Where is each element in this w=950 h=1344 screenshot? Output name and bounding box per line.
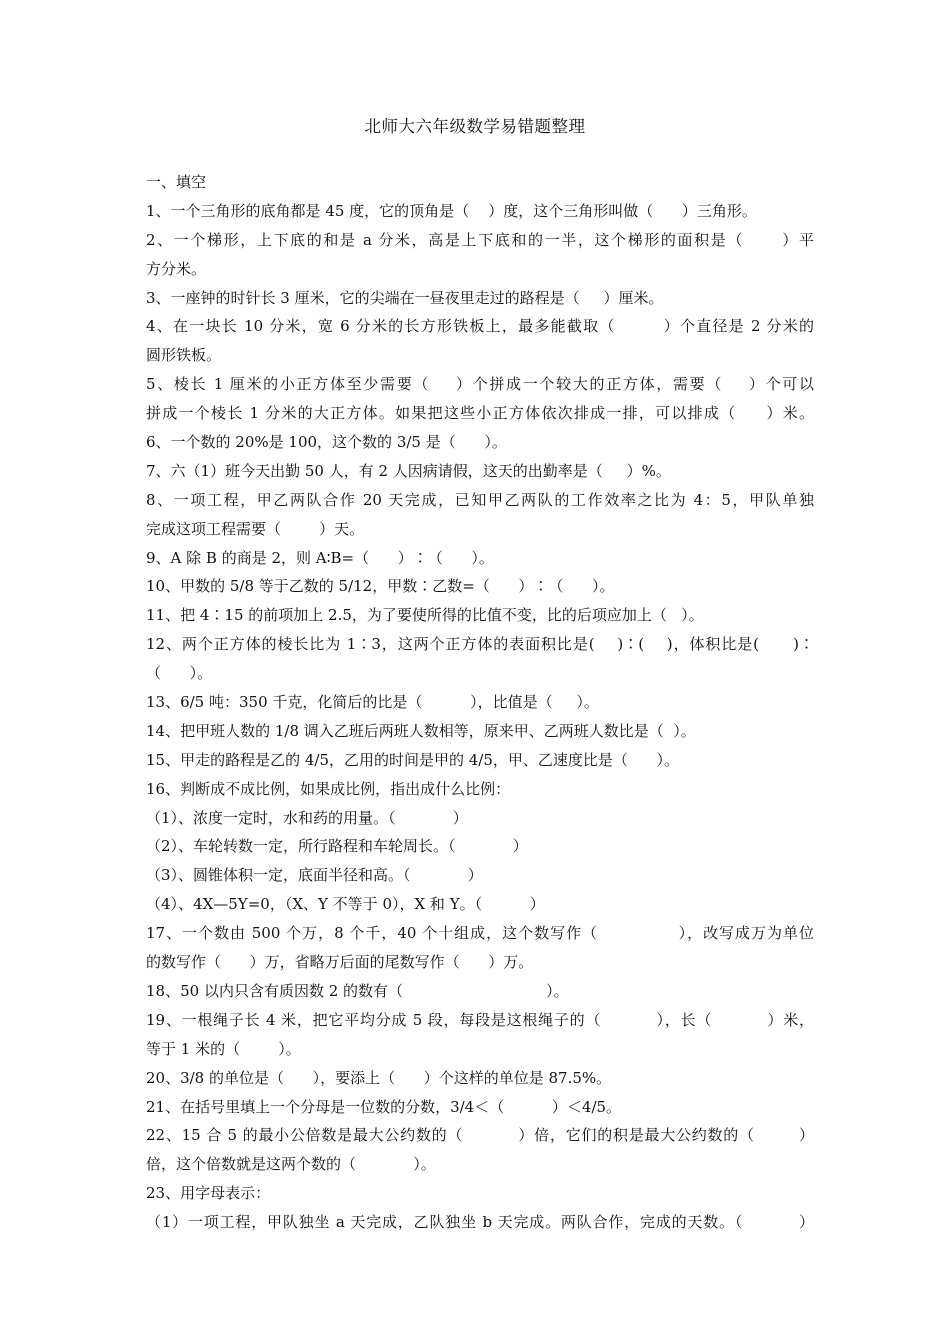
question-line: 圆形铁板。 <box>146 346 222 365</box>
document-body <box>146 168 814 1237</box>
question-line: 2、一个梯形，上下底的和是 a 分米，高是上下底和的一半，这个梯形的面积是（ ）平 <box>146 230 814 249</box>
sub-question-line: （3）、圆锥体积一定，底面半径和高。（ ） <box>146 866 483 885</box>
document-title: 北师大六年级数学易错题整理 <box>364 117 586 136</box>
question-line: 3、一座钟的时针长 3 厘米，它的尖端在一昼夜里走过的路程是（ ）厘米。 <box>146 288 664 307</box>
question-line: 拼成一个棱长 1 分米的大正方体。如果把这些小正方体依次排成一排，可以排成（ ）米。 <box>146 404 814 423</box>
question-line: 12、两个正方体的棱长比为 1∶3，这两个正方体的表面积比是( )∶( )，体积比是( )∶ <box>146 635 814 654</box>
question-line: 1、一个三角形的底角都是 45 度，它的顶角是（ ）度，这个三角形叫做（ ）三角形。 <box>146 201 757 220</box>
question-line: 22、15 合 5 的最小公倍数是最大公约数的（ ）倍，它们的积是最大公约数的（ ） <box>146 1126 814 1145</box>
question-line: 11、把 4∶15 的前项加上 2.5，为了要使所得的比值不变，比的后项应加上（ ）。 <box>146 606 704 625</box>
question-line: 18、50 以内只含有质因数 2 的数有（ ）。 <box>146 981 569 1000</box>
question-line: 方分米。 <box>146 259 207 278</box>
question-line: 完成这项工程需要（ ）天。 <box>146 519 365 538</box>
question-line: 6、一个数的 20%是 100，这个数的 3/5 是（ ）。 <box>146 433 507 452</box>
sub-question-line: （4）、4X—5Y=0，（X、Y 不等于 0），X 和 Y。（ ） <box>146 895 545 914</box>
question-line: 9、A 除 B 的商是 2，则 A∶B=（ ）∶（ ）。 <box>146 548 494 567</box>
question-line: 13、6/5 吨：350 千克，化简后的比是（ ），比值是（ ）。 <box>146 693 599 712</box>
question-line: 等于 1 米的（ ）。 <box>146 1039 301 1058</box>
question-line: 10、甲数的 5/8 等于乙数的 5/12，甲数∶乙数=（ ）∶（ ）。 <box>146 577 615 596</box>
question-line: 4、在一块长 10 分米，宽 6 分米的长方形铁板上，最多能截取（ ）个直径是 2 分米的 <box>146 317 814 336</box>
question-line: 倍，这个倍数就是这两个数的（ ）。 <box>146 1155 436 1174</box>
question-line: 8、一项工程，甲乙两队合作 20 天完成，已知甲乙两队的工作效率之比为 4：5，甲队单独 <box>146 490 814 509</box>
question-line: 23、用字母表示： <box>146 1184 271 1203</box>
question-line: 19、一根绳子长 4 米，把它平均分成 5 段，每段是这根绳子的（ ），长（ ）米， <box>146 1010 814 1029</box>
question-line: 5、棱长 1 厘米的小正方体至少需要（ ）个拼成一个较大的正方体，需要（ ）个可以 <box>146 375 814 394</box>
question-line: 17、一个数由 500 个万，8 个千，40 个十组成，这个数写作（ ），改写成万为单位 <box>146 924 814 943</box>
question-line: 14、把甲班人数的 1/8 调入乙班后两班人数相等，原来甲、乙两班人数比是（ ）。 <box>146 721 696 740</box>
sub-question-line: （1）一项工程，甲队独坐 a 天完成，乙队独坐 b 天完成。两队合作，完成的天数。（ ） <box>146 1213 814 1232</box>
question-line: 的数写作（ ）万，省略万后面的尾数写作（ ）万。 <box>146 953 534 972</box>
sub-question-line: （2）、车轮转数一定，所行路程和车轮周长。（ ） <box>146 837 528 856</box>
question-line: 21、在括号里填上一个分母是一位数的分数，3/4＜（ ）＜4/5。 <box>146 1097 622 1116</box>
question-line: （ ）。 <box>146 664 213 683</box>
question-line: 15、甲走的路程是乙的 4/5，乙用的时间是甲的 4/5，甲、乙速度比是（ ）。 <box>146 750 680 769</box>
sub-question-line: （1）、浓度一定时，水和药的用量。（ ） <box>146 808 468 827</box>
question-line: 16、判断成不成比例，如果成比例，指出成什么比例： <box>146 779 511 798</box>
question-line: 20、3/8 的单位是（ ），要添上（ ）个这样的单位是 87.5%。 <box>146 1068 612 1087</box>
question-line: 7、六（1）班今天出勤 50 人，有 2 人因病请假，这天的出勤率是（ ）%。 <box>146 461 671 480</box>
section-heading: 一、填空 <box>146 173 207 191</box>
